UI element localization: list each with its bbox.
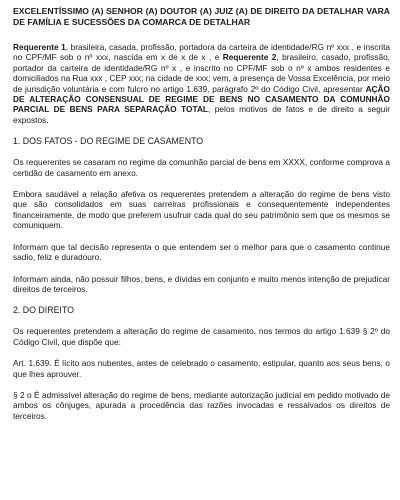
section-1-paragraph: Embora saudável a relação afetiva os requerentes pretendem a alteração do regime de bens visto que são consolidados em suas carreiras profissionais e consequentemente independentes financeiramente, de modo que preferem usufruir cada qual do seu patrimônio sem que os mesmos se comuniquem. (13, 189, 390, 231)
section-2-paragraph: Os requerentes pretendem a alteração do regime de casamento, nos termos do artigo 1.639 § 2º do Código Civil, que dispõe que: (13, 326, 390, 347)
action-title: AÇÃO DE ALTERAÇÃO CONSENSUAL DE REGIME DE BENS NO CASAMENTO DA COMUNHÃO PARCIAL DE BENS PARA SEPARAÇÃO TOTAL (13, 83, 390, 115)
requerente-1-name: Requerente 1 (13, 42, 66, 52)
intro-paragraph (13, 42, 390, 125)
requerente-1-text: , brasileira, casada, profissão, portadora da carteira de identidade/RG nº xxx , e inscrita no CPF/MF sob o nº xxx, nascida em x de x de x , e (13, 42, 390, 63)
requerente-2-text: , brasileiro, casado, profissão, portador da carteira de identidade/RG nº x , e inscrito no CPF/MF sob o nº x ambos residentes e domiciliados na Rua xxx , CEP xxx; na cidade de xxx; vem, a presença de Vossa Excelência, por meio de jurisdição voluntária e com fulcro no artigo 1.639, parágrafo 2º do Código Civil, apresentar (13, 52, 390, 94)
section-2-heading: 2. DO DIREITO (13, 305, 74, 316)
requerente-2-name: Requerente 2 (222, 52, 277, 63)
section-1-heading: 1. DOS FATOS - DO REGIME DE CASAMENTO (13, 136, 204, 147)
section-1-paragraph: Informam ainda, não possuir filhos, bens, e dívidas em conjunto e muito menos intenção de prejudicar direitos de terceiros. (13, 273, 390, 294)
intro-closing: , pelos motivos de fatos e de direito a seguir expostos. (13, 104, 390, 125)
document-header: EXCELENTÍSSIMO (A) SENHOR (A) DOUTOR (A) JUIZ (A) DE DIREITO DA DETALHAR VARA DE FAMÍLIA E SUCESSÕES DA COMARCA DE DETALHAR (13, 6, 390, 27)
section-1-paragraph: Os requerentes se casaram no regime da comunhão parcial de bens em XXXX, conforme comprova a certidão de casamento em anexo. (13, 157, 390, 178)
section-2-paragraph: § 2 o É admissível alteração do regime de bens, mediante autorização judicial em pedido motivado de ambos os cônjuges, apurada a procedência das razões invocadas e ressalvados os direitos de terceiros. (13, 389, 390, 421)
section-1-paragraph: Informam que tal decisão representa o que entendem ser o melhor para que o casamento continue sadio, feliz e duradouro. (13, 241, 390, 263)
section-2-paragraph: Art. 1.639. É lícito aos nubentes, antes de celebrado o casamento, estipular, quanto aos seus bens, o que lhes aprouver. (13, 358, 390, 379)
